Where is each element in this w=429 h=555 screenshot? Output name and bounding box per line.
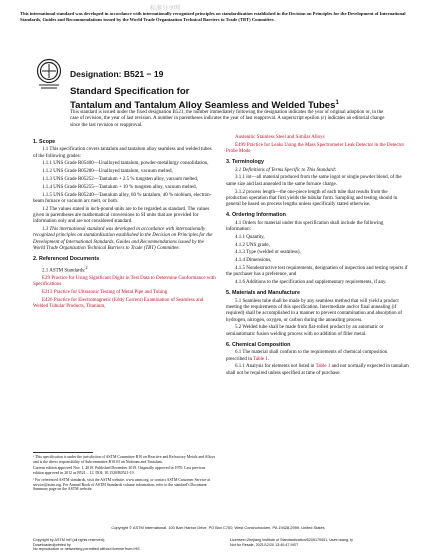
title-line-1: Standard Specification for xyxy=(70,86,190,97)
copyright-notice: Copyright © ASTM International, 100 Barr Harbor Drive, PO Box C700, West Conshohocken, PA 19428-2959. United States xyxy=(111,525,325,530)
para-3-1-1: 3.1.1 lot—all material produced from the same ingot or single powder blend, of the same size and last annealed in the same furnace charge. xyxy=(226,175,402,187)
reference-e29-title[interactable]: Practice for Using Significant Digits in Test Data to Determine Conformance with Specifications xyxy=(33,276,216,288)
reference-e29-link[interactable]: E29 xyxy=(42,276,51,281)
left-column xyxy=(33,135,216,312)
para-3-1: 3.1 Definitions of Terms Specific to This Standard: xyxy=(235,167,337,173)
para-4-1-6: 4.1.6 Additions to the specification and supplementary requirements, if any. xyxy=(235,280,387,286)
para-4-1-3: 4.1.3 Type (welded or seamless), xyxy=(235,250,301,256)
para-1-3: 1.3 This international standard was developed in accordance with internationally recognized principles on standardization established in the Decision on Principles for the Development of International Standards, Guides and Recommendations issued by the World Trade Organization Technical Barriers to Trade (TBT) Committee. xyxy=(33,227,213,251)
para-6-1-text: 6.1 The material shall conform to the requirements of chemical composition prescribed in xyxy=(226,350,388,362)
title-line-2-text: Tantalum and Tantalum Alloy Seamless and Welded Tubes xyxy=(70,99,336,111)
reference-e426-title[interactable]: Practice for Electromagnetic (Eddy Current) Examination of Seamless and Welded Tubular Products, Titanium, xyxy=(33,297,204,310)
reference-e426-link[interactable]: E426 xyxy=(42,297,53,303)
footnote-1: ¹ This specification is under the jurisdiction of ASTM Committee B10 on Reactive and Refractory Metals and Alloys and is the direct responsibility of Subcommittee B10.03 on Niobium and Tantalum. xyxy=(33,455,216,464)
para-1-2: 1.2 The values stated in inch-pound units are to be regarded as standard. The values given in parentheses are mathematical conversions to SI units that are provided for information only and are not considered standard. xyxy=(33,206,210,225)
para-5-2: 5.2 Welded tube shall be made from flat-rolled product by an automatic or semiautomatic fusion welding process with no addition of filler metal. xyxy=(226,325,384,337)
footnote-1-edition: Current edition approved Nov. 1, 2019. Published December 2019. Originally approved in 1970. Last previous edition approved in 2012 as B521 – 12. DOI: 10.1520/B0521-19. xyxy=(33,466,206,476)
para-2-1 xyxy=(33,265,216,275)
para-4-1-4: 4.1.4 Dimensions, xyxy=(235,258,272,264)
reference-e499 xyxy=(226,143,409,156)
para-4-1-2: 4.1.2 UNS grade, xyxy=(235,242,270,248)
reference-e213-title[interactable]: Practice for Ultrasonic Testing of Metal Pipe and Tubing xyxy=(52,290,168,296)
para-1-1-1: 1.1.1 UNS Grade R05400—Unalloyed tantalum, powder-metallurgy consolidation, xyxy=(42,161,209,167)
reference-e213-link[interactable]: E213 xyxy=(42,290,53,296)
watermark-text: 标准分享网 xyxy=(150,5,181,12)
reference-e426 xyxy=(33,298,216,311)
reference-e213 xyxy=(33,290,216,296)
para-1-1: 1.1 This specification covers tantalum and tantalum alloy seamless and welded tubes of the following grades: xyxy=(33,147,212,159)
section-5-heading: 5. Materials and Manufacture xyxy=(226,290,300,297)
section-2-heading: 2. Referenced Documents xyxy=(33,256,100,263)
footnote-ref-2: 2 xyxy=(85,264,88,270)
para-1-1-3: 1.1.3 UNS Grade R05252—Tantalum + 2.5 % tungsten alloy, vacuum melted, xyxy=(42,176,199,182)
para-4-1: 4.1 Orders for material under this specification shall include the following information: xyxy=(226,220,384,233)
intro-paragraph: This standard is issued under the fixed designation B521; the number immediately following the designation indicates the year of original adoption or, in the case of revision, the year of last revision. A number in parentheses indicates the year of last reapproval. A superscript epsilon (ε) indicates an editorial change since the last revision or reapproval. xyxy=(70,110,385,128)
table-1-link-2[interactable]: Table 1 xyxy=(315,364,331,370)
para-2-1-text: 2.1 ASTM Standards: xyxy=(42,268,86,274)
para-1-1-4: 1.1.4 UNS Grade R05255—Tantalum + 10 % tungsten alloy, vacuum melted, xyxy=(42,184,197,190)
footnotes xyxy=(33,455,216,494)
para-5-1: 5.1 Seamless tube shall be made by any seamless method that will yield a product meeting the requirements of this specification. Intermediate and/or final annealing (if required) shall be accomplished in a manner to prevent contamination and absorption of hydrogen, nitrogen, oxygen, or carbon during the annealing process. xyxy=(226,298,403,323)
document-title xyxy=(70,86,390,111)
para-4-1-5: 4.1.5 Nondestructive test requirements, designation of inspection and testing reports if the purchaser has a preference, and xyxy=(226,266,408,278)
para-6-1-1-end: and not normally expected in tantalum shall not be required unless specified at time of purchase. xyxy=(226,364,409,376)
reference-e499-title[interactable]: Practice for Leaks Using the Mass Spectrometer Leak Detector in the Detector Probe Mode xyxy=(226,142,405,155)
reference-e499-link[interactable]: E499 xyxy=(235,142,246,148)
license-left: Copyright by ASTM Int'l (all rights reserved); Downloaded/printed by No reproduction or networking permitted without license from IHS xyxy=(33,538,140,551)
designation: Designation: B521 − 19 xyxy=(70,69,164,79)
right-column xyxy=(226,135,409,379)
para-6-1-end: . xyxy=(267,356,270,362)
table-1-link[interactable]: Table 1 xyxy=(253,356,268,362)
section-3-heading: 3. Terminology xyxy=(226,159,264,166)
para-6-1-1-text: 6.1.1 Analysis for elements not listed in xyxy=(235,364,316,370)
reference-e426-continued[interactable]: Austenitic Stainless Steel and Similar Alloys xyxy=(235,135,325,140)
license-right: Licensee=Zhejiang Institute of Standardization/5209170001, User=wang, ty Not for Resale, 2021/12/20 13:40:47 MST xyxy=(230,538,354,547)
footnote-2: ² For referenced ASTM standards, visit the ASTM website, www.astm.org, or contact ASTM Customer Service at service@astm.org. For Annual Book of ASTM Standards volume information, refer to the standard's Document Summary page on the ASTM website. xyxy=(33,477,210,492)
section-6-heading: 6. Chemical Composition xyxy=(226,342,291,349)
title-footnote-ref: 1 xyxy=(335,99,339,106)
para-1-1-5: 1.1.5 UNS Grade R05240—Tantalum alloy, 60 % tantalum, 40 % niobium, electron-beam furnace or vacuum arc melt, or both. xyxy=(33,192,212,204)
section-1-heading: 1. Scope xyxy=(33,139,56,145)
section-4-heading: 4. Ordering Information xyxy=(226,212,286,219)
footnote-divider xyxy=(33,452,93,453)
reference-e29 xyxy=(33,276,216,289)
para-1-1-2: 1.1.2 UNS Grade R05200—Unalloyed tantalum, vacuum melted, xyxy=(42,169,173,175)
top-note: This international standard was developed in accordance with internationally recognized principles on standardization established in the Decision on Principles for the Development of International Standards, Guides and Recommendations issued by the World Trade Organization Technical Barriers to Trade (TBT) Committee. xyxy=(20,11,406,22)
para-3-1-2: 3.1.2 process length—the one-piece length of each tube that results from the production operation that first yields the tubular form. Sampling and testing should in general be based on process lengths unless specifically stated otherwise. xyxy=(226,189,398,208)
para-6-1-1 xyxy=(226,364,409,377)
astm-logo xyxy=(35,57,63,90)
para-6-1 xyxy=(226,350,409,363)
para-4-1-1: 4.1.1 Quantity, xyxy=(235,234,265,240)
